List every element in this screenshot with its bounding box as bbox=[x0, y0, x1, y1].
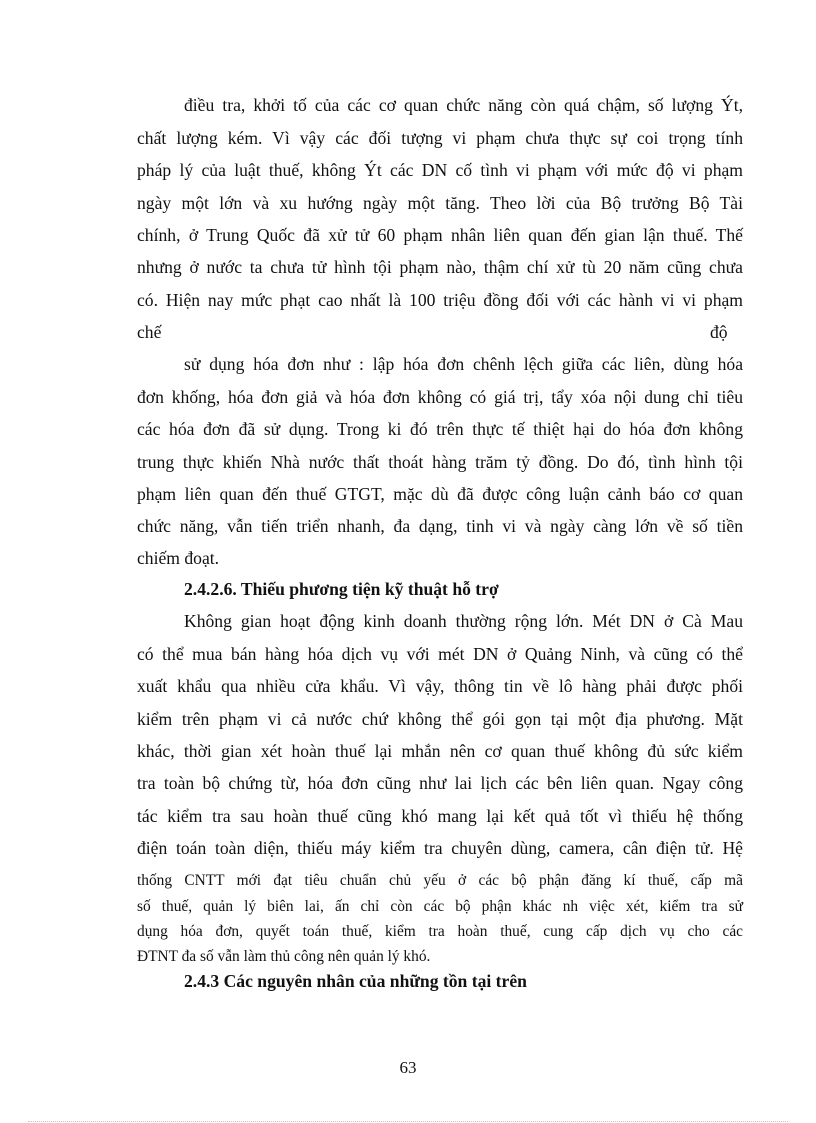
paragraph-line: các hóa đơn đã sử dụng. Trong ki đó trên thực tế thiệt hại do hóa đơn không bbox=[137, 419, 743, 439]
orphan-word-right: độ bbox=[710, 322, 728, 342]
page-bottom-border bbox=[28, 1121, 788, 1122]
paragraph-line: chức năng, vẫn tiến triển nhanh, đa dạng, tinh vi và ngày càng lớn về số tiền bbox=[137, 516, 743, 536]
section-heading: 2.4.3 Các nguyên nhân của những tồn tại trên bbox=[184, 971, 527, 991]
paragraph-line: tra toàn bộ chứng từ, hóa đơn cũng như lai lịch các bên liên quan. Ngay công bbox=[137, 773, 743, 793]
paragraph-line: ngày một lớn và xu hướng ngày một tăng. Theo lời của Bộ trưởng Bộ Tài bbox=[137, 193, 743, 213]
paragraph-line: đơn khống, hóa đơn giả và hóa đơn không có giá trị, tẩy xóa nội dung chỉ tiêu bbox=[137, 387, 743, 407]
orphan-word-left: chế bbox=[137, 322, 162, 342]
paragraph-line: sử dụng hóa đơn như : lập hóa đơn chênh lệch giữa các liên, dùng hóa bbox=[184, 354, 743, 374]
paragraph-line: chất lượng kém. Vì vậy các đối tượng vi phạm chưa thực sự coi trọng tính bbox=[137, 128, 743, 148]
paragraph-line: có thể mua bán hàng hóa dịch vụ với mét DN ở Quảng Ninh, và cũng có thể bbox=[137, 644, 743, 664]
page-number: 63 bbox=[399, 1058, 417, 1077]
paragraph-line: chính, ở Trung Quốc đã xử tử 60 phạm nhân liên quan đến gian lận thuế. Thế bbox=[137, 225, 743, 245]
paragraph-line: kiểm trên phạm vi cả nước chứ không thể gói gọn tại một địa phương. Mặt bbox=[137, 709, 743, 729]
paragraph-line: ĐTNT đa số vẫn làm thủ công nên quản lý khó. bbox=[137, 948, 431, 965]
paragraph-line: tác kiểm tra sau hoàn thuế cũng khó mang lại kết quả tốt vì thiếu hệ thống bbox=[137, 806, 743, 826]
paragraph-line: điện toán toàn diện, thiếu máy kiểm tra chuyên dùng, camera, cân điện tử. Hệ bbox=[137, 838, 743, 858]
paragraph-line: xuất khẩu qua nhiều cửa khẩu. Vì vậy, thông tin về lô hàng phải được phối bbox=[137, 676, 743, 696]
paragraph-line: pháp lý của luật thuế, không Ýt các DN cố tình vi phạm với mức độ vi phạm bbox=[137, 160, 743, 180]
paragraph-line: nhưng ở nước ta chưa tử hình tội phạm nào, thậm chí xử tù 20 năm cũng chưa bbox=[137, 257, 743, 277]
paragraph-line: chiếm đoạt. bbox=[137, 548, 220, 568]
paragraph-line: dụng hóa đơn, quyết toán thuế, kiểm tra hoàn thuế, cung cấp dịch vụ cho các bbox=[137, 923, 743, 940]
paragraph-line: phạm liên quan đến thuế GTGT, mặc dù đã được công luận cảnh báo cơ quan bbox=[137, 484, 743, 504]
paragraph-line: thống CNTT mới đạt tiêu chuẩn chủ yếu ở các bộ phận đăng kí thuế, cấp mã bbox=[137, 872, 743, 889]
paragraph-line: khác, thời gian xét hoàn thuế lại mhắn nên cơ quan thuế không đủ sức kiểm bbox=[137, 741, 743, 761]
section-heading: 2.4.2.6. Thiếu phương tiện kỹ thuật hỗ trợ bbox=[184, 579, 499, 599]
paragraph-line: điều tra, khởi tố của các cơ quan chức năng còn quá chậm, số lượng Ýt, bbox=[184, 95, 743, 115]
paragraph-line: có. Hiện nay mức phạt cao nhất là 100 triệu đồng đối với các hành vi vi phạm bbox=[137, 290, 743, 310]
paragraph-line: trung thực khiến Nhà nước thất thoát hàng trăm tỷ đồng. Do đó, tình hình tội bbox=[137, 452, 743, 472]
paragraph-line: số thuế, quản lý biên lai, ấn chỉ còn các bộ phận khác nh việc xét, kiểm tra sử bbox=[137, 898, 743, 915]
paragraph-line: Không gian hoạt động kinh doanh thường rộng lớn. Mét DN ở Cà Mau bbox=[184, 611, 743, 631]
